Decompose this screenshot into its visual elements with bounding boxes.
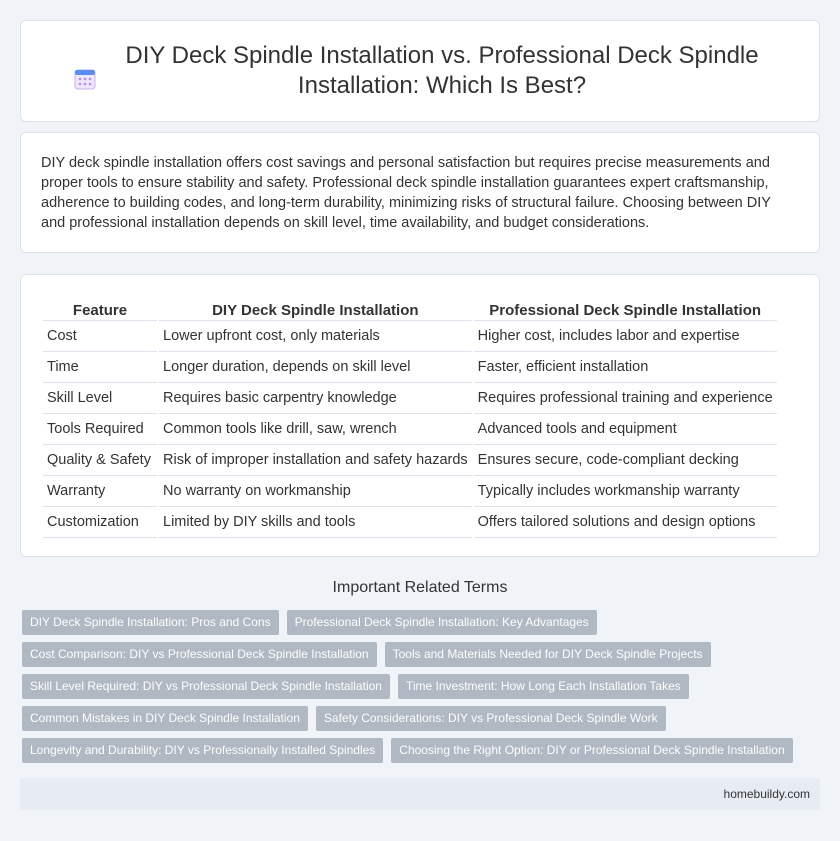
related-term-tag[interactable]: Cost Comparison: DIY vs Professional Deck Spindle Installation: [22, 642, 377, 667]
comparison-card: [20, 274, 820, 557]
related-term-tag[interactable]: Professional Deck Spindle Installation: Key Advantages: [287, 610, 597, 635]
table-row: [43, 445, 777, 476]
related-term-tag[interactable]: DIY Deck Spindle Installation: Pros and Cons: [22, 610, 279, 635]
row-professional: Advanced tools and equipment: [474, 414, 777, 445]
title-card: [20, 20, 820, 122]
row-diy: No warranty on workmanship: [159, 476, 472, 507]
row-diy: Lower upfront cost, only materials: [159, 321, 472, 352]
table-row: [43, 383, 777, 414]
related-term-tag[interactable]: Time Investment: How Long Each Installation Takes: [398, 674, 689, 699]
table-row: [43, 507, 777, 538]
intro-text: DIY deck spindle installation offers cost savings and personal satisfaction but requires precise measurements and proper tools to ensure stability and safety. Professional deck spindle installation guarantees expert craftsmanship, adherence to building codes, and long-term durability, minimizing risks of structural failure. Choosing between DIY and professional installation depends on skill level, time availability, and budget considerations.: [41, 155, 771, 231]
page-title: DIY Deck Spindle Installation vs. Professional Deck Spindle Installation: Which Is Best?: [125, 42, 759, 99]
related-term-tag[interactable]: Safety Considerations: DIY vs Professional Deck Spindle Work: [316, 706, 666, 731]
row-feature: Skill Level: [43, 383, 157, 414]
related-term-tag[interactable]: Common Mistakes in DIY Deck Spindle Installation: [22, 706, 308, 731]
row-professional: Typically includes workmanship warranty: [474, 476, 777, 507]
footer-site[interactable]: homebuildy.com: [723, 787, 810, 801]
table-row: [43, 476, 777, 507]
related-term-tag[interactable]: Choosing the Right Option: DIY or Professional Deck Spindle Installation: [391, 738, 792, 763]
related-terms-heading: Important Related Terms: [332, 579, 508, 596]
table-header-row: [43, 295, 777, 321]
table-row: [43, 321, 777, 352]
row-feature: Tools Required: [43, 414, 157, 445]
row-feature: Quality & Safety: [43, 445, 157, 476]
table-row: [43, 414, 777, 445]
row-diy: Longer duration, depends on skill level: [159, 352, 472, 383]
row-feature: Cost: [43, 321, 157, 352]
row-diy: Limited by DIY skills and tools: [159, 507, 472, 538]
row-professional: Ensures secure, code-compliant decking: [474, 445, 777, 476]
row-professional: Requires professional training and experience: [474, 383, 777, 414]
row-feature: Warranty: [43, 476, 157, 507]
row-diy: Risk of improper installation and safety hazards: [159, 445, 472, 476]
row-feature: Time: [43, 352, 157, 383]
row-professional: Offers tailored solutions and design options: [474, 507, 777, 538]
row-professional: Higher cost, includes labor and expertise: [474, 321, 777, 352]
header-diy: DIY Deck Spindle Installation: [159, 295, 472, 321]
related-term-tag[interactable]: Skill Level Required: DIY vs Professional Deck Spindle Installation: [22, 674, 390, 699]
calendar-icon: [73, 67, 97, 91]
row-professional: Faster, efficient installation: [474, 352, 777, 383]
header-feature: Feature: [43, 295, 157, 321]
related-term-tag[interactable]: Tools and Materials Needed for DIY Deck Spindle Projects: [385, 642, 711, 667]
comparison-table: [41, 295, 779, 538]
footer: [20, 778, 820, 810]
header-professional: Professional Deck Spindle Installation: [474, 295, 777, 321]
row-feature: Customization: [43, 507, 157, 538]
title-wrap: [73, 41, 767, 101]
row-diy: Requires basic carpentry knowledge: [159, 383, 472, 414]
related-term-tag[interactable]: Longevity and Durability: DIY vs Professionally Installed Spindles: [22, 738, 383, 763]
intro-card: [20, 132, 820, 253]
related-terms-list: [22, 610, 822, 770]
row-diy: Common tools like drill, saw, wrench: [159, 414, 472, 445]
table-row: [43, 352, 777, 383]
